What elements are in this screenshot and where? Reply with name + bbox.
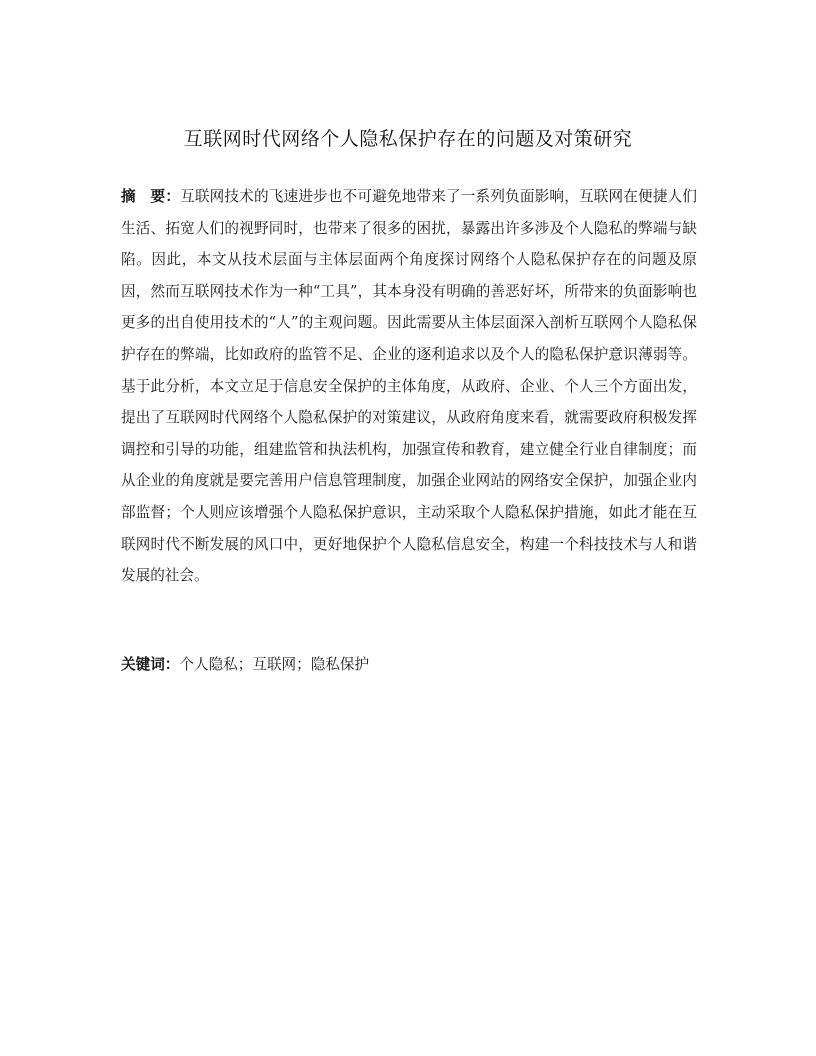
abstract-paragraph <box>121 181 697 592</box>
keywords-label: 关键词： <box>121 656 180 673</box>
abstract-label: 摘 要： <box>121 188 181 205</box>
abstract-text: 互联网技术的飞速进步也不可避免地带来了一系列负面影响，互联网在便捷人们生活、拓宽人们的视野同时，也带来了很多的困扰，暴露出许多涉及个人隐私的弊端与缺陷。因此，本文从技术层面与主体层面两个角度探讨网络个人隐私保护存在的问题及原因，然而互联网技术作为一种“工具”，其本身没有明确的善恶好坏，所带来的负面影响也更多的出自使用技术的“人”的主观问题。因此需要从主体层面深入剖析互联网个人隐私保护存在的弊端，比如政府的监管不足、企业的逐利追求以及个人的隐私保护意识薄弱等。基于此分析，本文立足于信息安全保护的主体角度，从政府、企业、个人三个方面出发，提出了互联网时代网络个人隐私保护的对策建议，从政府角度来看，就需要政府积极发挥调控和引导的功能，组建监管和执法机构，加强宣传和教育，建立健全行业自律制度；而从企业的角度就是要完善用户信息管理制度，加强企业网站的网络安全保护，加强企业内部监督；个人则应该增强个人隐私保护意识，主动采取个人隐私保护措施，如此才能在互联网时代不断发展的风口中，更好地保护个人隐私信息安全，构建一个科技技术与人和谐发展的社会。 <box>121 188 697 585</box>
keywords-line <box>121 649 697 681</box>
keywords-text: 个人隐私；互联网；隐私保护 <box>179 656 370 673</box>
document-title: 互联网时代网络个人隐私保护存在的问题及对策研究 <box>183 128 633 150</box>
